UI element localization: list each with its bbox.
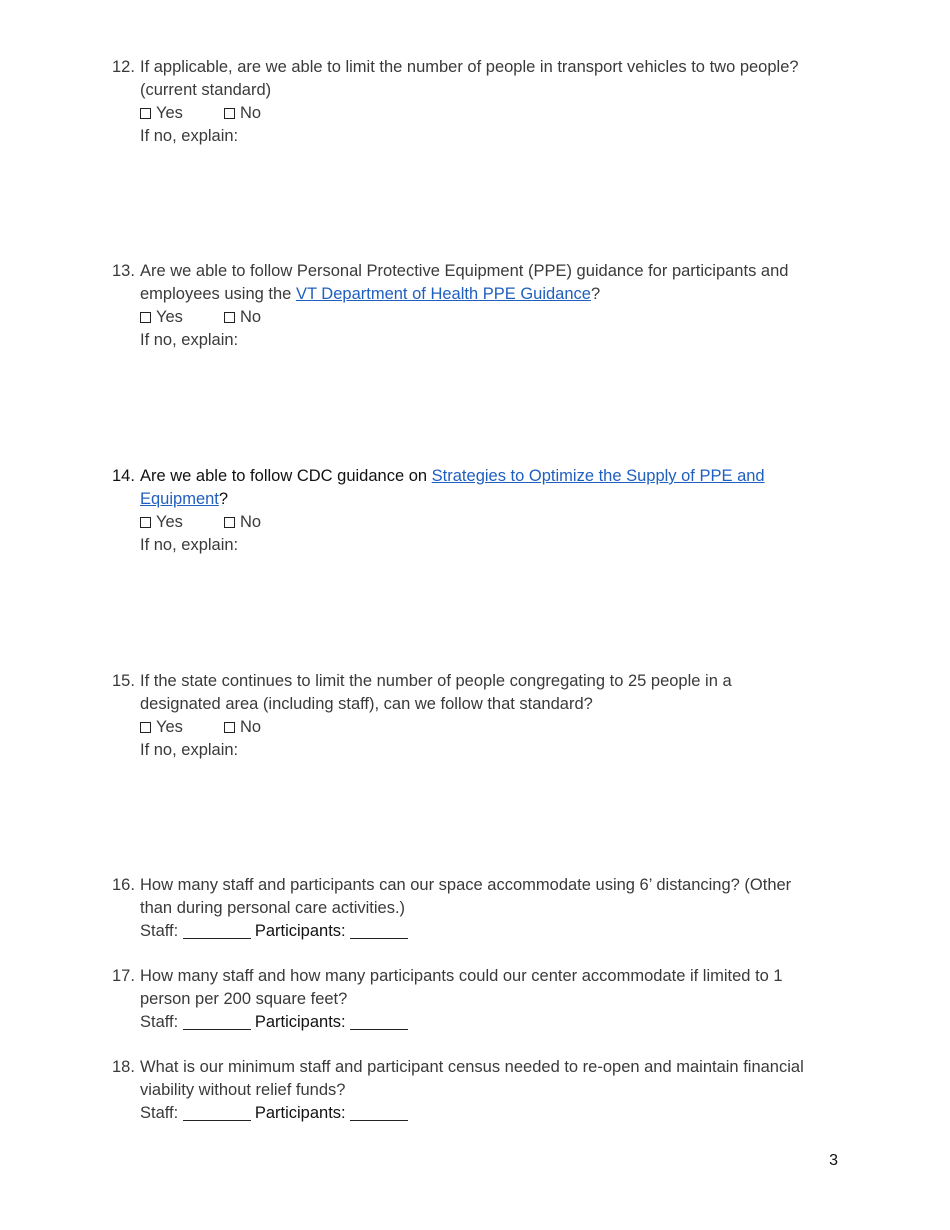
question-number: 12. xyxy=(112,58,135,76)
yes-no-options xyxy=(140,716,842,739)
cdc-ppe-strategies-link-cont[interactable]: Equipment xyxy=(140,490,219,508)
question-number: 13. xyxy=(112,262,135,280)
question-text-cont: (current standard) xyxy=(140,81,272,99)
question-number: 16. xyxy=(112,876,135,894)
participants-count-blank[interactable] xyxy=(350,922,408,939)
explain-label: If no, explain: xyxy=(140,741,239,759)
yes-checkbox[interactable] xyxy=(140,716,224,739)
checkbox-icon xyxy=(140,722,151,733)
yes-no-options xyxy=(140,306,842,329)
cdc-ppe-strategies-link[interactable]: Strategies to Optimize the Supply of PPE and xyxy=(431,467,765,485)
question-text-cont xyxy=(140,283,842,306)
question-text-cont: person per 200 square feet? xyxy=(140,990,348,1008)
checkbox-icon xyxy=(224,517,235,528)
yes-label: Yes xyxy=(156,104,183,122)
participants-count-blank[interactable] xyxy=(350,1104,408,1121)
staff-label: Staff: xyxy=(140,922,179,940)
question-text-cont: than during personal care activities.) xyxy=(140,899,406,917)
question-text: How many staff and participants can our space accommodate using 6’ distancing? (Other xyxy=(140,876,792,894)
explain-label: If no, explain: xyxy=(140,127,239,145)
yes-no-options xyxy=(140,102,842,125)
question-15 xyxy=(112,670,842,762)
question-17 xyxy=(112,965,842,1034)
checkbox-icon xyxy=(224,312,235,323)
staff-count-blank[interactable] xyxy=(183,1104,251,1121)
yes-checkbox[interactable] xyxy=(140,306,224,329)
question-number: 18. xyxy=(112,1058,135,1076)
explain-label: If no, explain: xyxy=(140,331,239,349)
question-text: How many staff and how many participants could our center accommodate if limited to 1 xyxy=(140,967,783,985)
question-number: 17. xyxy=(112,967,135,985)
no-label: No xyxy=(240,104,262,122)
no-checkbox[interactable] xyxy=(224,511,261,534)
text-suffix: ? xyxy=(218,490,229,508)
text-prefix: employees using the xyxy=(140,285,296,303)
question-18 xyxy=(112,1056,842,1125)
participants-label: Participants: xyxy=(254,1104,346,1122)
question-13 xyxy=(112,260,842,352)
checkbox-icon xyxy=(140,312,151,323)
checkbox-icon xyxy=(140,108,151,119)
no-label: No xyxy=(240,308,262,326)
vt-ppe-guidance-link[interactable]: VT Department of Health PPE Guidance xyxy=(295,285,591,303)
question-12 xyxy=(112,56,842,148)
checkbox-icon xyxy=(224,722,235,733)
yes-checkbox[interactable] xyxy=(140,511,224,534)
yes-checkbox[interactable] xyxy=(140,102,224,125)
checkbox-icon xyxy=(140,517,151,528)
page-number: 3 xyxy=(829,1152,838,1169)
no-label: No xyxy=(240,513,262,531)
participants-count-blank[interactable] xyxy=(350,1013,408,1030)
question-16 xyxy=(112,874,842,943)
question-text: Are we able to follow Personal Protective Equipment (PPE) guidance for participants and xyxy=(140,262,789,280)
question-14 xyxy=(112,465,842,557)
staff-count-blank[interactable] xyxy=(183,1013,251,1030)
participants-label: Participants: xyxy=(254,1013,346,1031)
staff-label: Staff: xyxy=(140,1013,179,1031)
question-text-cont xyxy=(140,488,842,511)
yes-label: Yes xyxy=(156,308,183,326)
count-fields xyxy=(140,1102,842,1125)
count-fields xyxy=(140,1011,842,1034)
no-checkbox[interactable] xyxy=(224,716,261,739)
yes-label: Yes xyxy=(156,718,183,736)
text-prefix: Are we able to follow CDC guidance on xyxy=(140,467,432,485)
staff-count-blank[interactable] xyxy=(183,922,251,939)
no-label: No xyxy=(240,718,262,736)
explain-label: If no, explain: xyxy=(140,536,239,554)
question-number: 14. xyxy=(112,467,135,485)
question-text xyxy=(140,465,842,488)
participants-label: Participants: xyxy=(254,922,346,940)
question-text: If the state continues to limit the number of people congregating to 25 people in a xyxy=(140,672,732,690)
question-text: What is our minimum staff and participant census needed to re-open and maintain financial xyxy=(140,1058,804,1076)
question-text: If applicable, are we able to limit the number of people in transport vehicles to two people? xyxy=(140,58,799,76)
no-checkbox[interactable] xyxy=(224,306,261,329)
question-number: 15. xyxy=(112,672,135,690)
count-fields xyxy=(140,920,842,943)
question-text-cont: designated area (including staff), can we follow that standard? xyxy=(140,695,593,713)
yes-no-options xyxy=(140,511,842,534)
yes-label: Yes xyxy=(156,513,183,531)
text-suffix: ? xyxy=(590,285,601,303)
no-checkbox[interactable] xyxy=(224,102,261,125)
checkbox-icon xyxy=(224,108,235,119)
question-text-cont: viability without relief funds? xyxy=(140,1081,346,1099)
staff-label: Staff: xyxy=(140,1104,179,1122)
